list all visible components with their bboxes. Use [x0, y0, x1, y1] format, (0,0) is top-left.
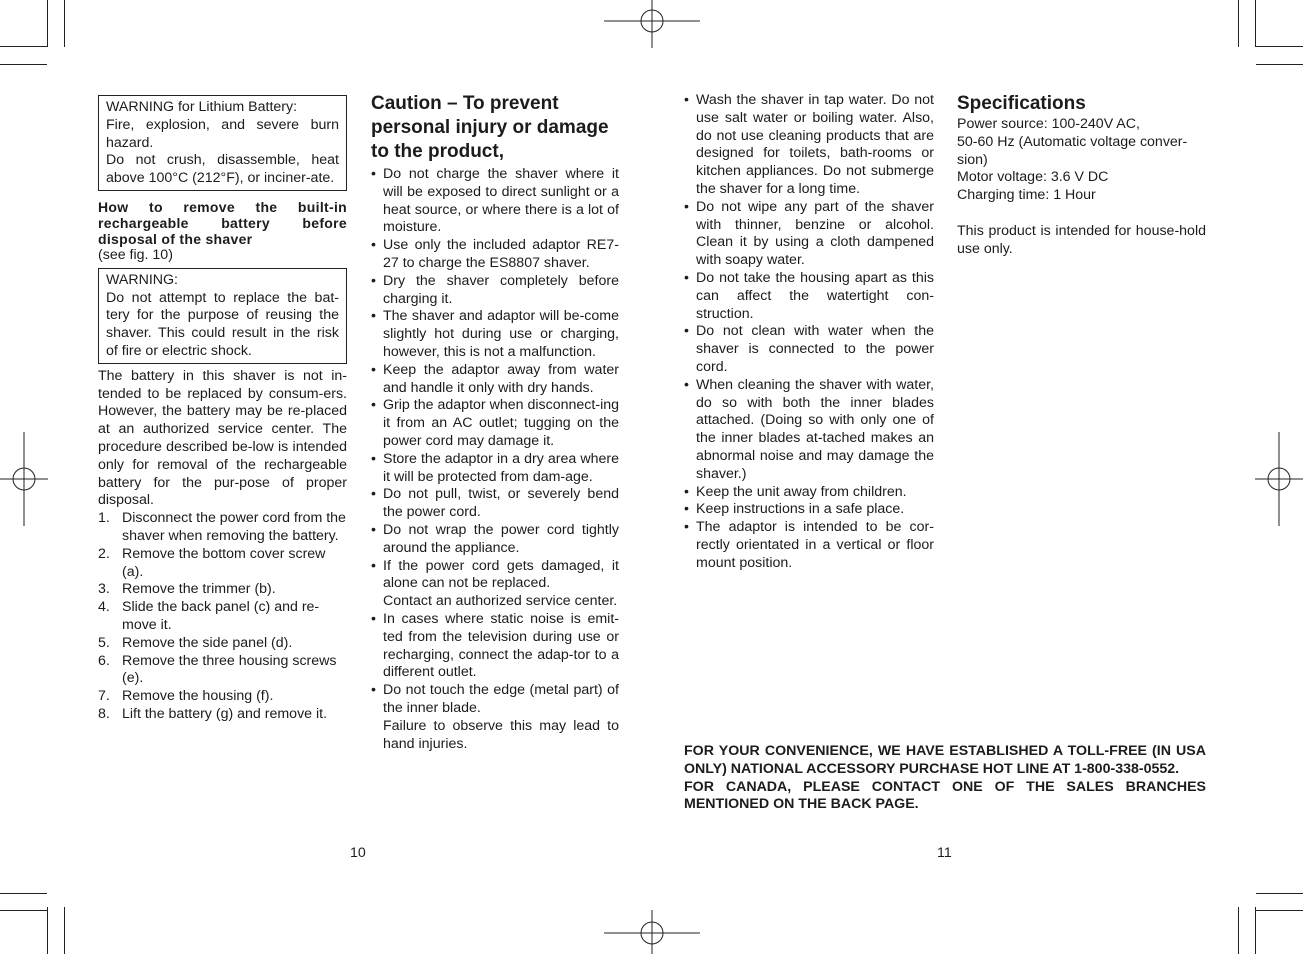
step-number: 7. [98, 688, 110, 705]
item-text: • If the power cord gets damaged, it alone can not be replaced. [383, 557, 619, 592]
hotline-text: FOR YOUR CONVENIENCE, WE HAVE ESTABLISHED A TOLL-FREE (IN USA ONLY) NATIONAL ACCESSORY PURCHASE HOT LINE AT 1-800-338-0552. [684, 743, 1206, 777]
canada-text: FOR CANADA, PLEASE CONTACT ONE OF THE SALES BRANCHES MENTIONED ON THE BACK PAGE. [684, 778, 1206, 813]
spec-line: 50-60 Hz (Automatic voltage conver-sion) [957, 133, 1188, 168]
step-number: 5. [98, 634, 110, 651]
list-item [98, 581, 347, 599]
item-text: Do not wrap the power cord tightly around the appliance. [383, 521, 619, 556]
item-text: Store the adaptor in a dry area where it will be protected from dam-age. [383, 450, 619, 485]
spec-line: Charging time: 1 Hour [957, 187, 1096, 204]
step-text: Remove the side panel (d). [122, 634, 293, 651]
list-item [371, 237, 619, 273]
list-item [371, 451, 619, 487]
list-item: • Do not take the housing apart as this can affect the watertight con-struction. [684, 270, 934, 323]
item-text: Use only the included adaptor RE7-27 to charge the ES8807 shaver. [383, 237, 619, 271]
list-item [371, 611, 619, 682]
see-figure-note: (see fig. 10) [98, 246, 173, 263]
warning-line: Do not crush, disassemble, heat above 100°C (212°F), or inciner-ate. [106, 152, 339, 187]
item-text: Contact an authorized service center. [383, 593, 618, 610]
list-item [371, 166, 619, 237]
list-item [98, 688, 347, 706]
step-text: Disconnect the power cord from the shaver when removing the battery. [122, 510, 346, 544]
item-text: The shaver and adaptor will be-come slightly hot during use or charging, however, this is not a malfunction. [383, 308, 619, 360]
removal-steps [98, 510, 347, 724]
household-note: This product is intended for house-hold use only. [957, 222, 1206, 257]
list-item [371, 486, 619, 522]
registration-mark-top [604, 0, 700, 48]
hotline-notice [684, 743, 1206, 814]
list-item: • Wash the shaver in tap water. Do not use salt water or boiling water. Also, do not use cleaning products that are designed for toilets, bath-rooms or kitchen appliances. Do not submerge the shaver for a long time. [684, 92, 934, 199]
warning-line: Fire, explosion, and severe burn hazard. [106, 116, 339, 151]
step-number: 3. [98, 581, 110, 598]
list-item [371, 558, 619, 611]
step-number: 1. [98, 510, 110, 527]
list-item: • The adaptor is intended to be cor-rectly orientated in a vertical or floor mount position. [684, 519, 934, 572]
item-text: Failure to observe this may lead to hand injuries. [383, 717, 619, 752]
caution-list [371, 166, 619, 753]
list-item [371, 522, 619, 558]
list-item: • Do not clean with water when the shaver is connected to the power cord. [684, 323, 934, 376]
left-column-2 [371, 92, 619, 753]
list-item [98, 653, 347, 689]
warning-title: WARNING for Lithium Battery: [106, 99, 298, 115]
step-text: Remove the three housing screws (e). [122, 652, 337, 687]
list-item: • When cleaning the shaver with water, do so with both the inner blades attached. (Doing so with only one of the inner blades at-tached makes an abnormal noise and may damage the shaver.) [684, 377, 934, 484]
item-text: Do not pull, twist, or severely bend the power cord. [383, 486, 619, 521]
step-text: Remove the housing (f). [122, 688, 274, 705]
step-number: 8. [98, 705, 110, 722]
replace-warning-box [98, 268, 347, 364]
item-text: • Do not touch the edge (metal part) of the inner blade. [383, 682, 619, 716]
page-number-right: 11 [937, 845, 952, 861]
item-text: Do not charge the shaver where it will be exposed to direct sunlight or a heat source, or where there is a lot of moisture. [383, 166, 619, 236]
step-text: Lift the battery (g) and remove it. [122, 705, 328, 722]
remove-battery-heading: How to remove the built-in rechargeable battery before disposal of the shaver [98, 198, 347, 247]
list-item [371, 397, 619, 450]
battery-paragraph: The battery in this shaver is not in-tended to be replaced by consum-ers. However, the battery may be re-placed at an authorized service center. The procedure described be-low is intended only for removal of the rechargeable battery for the pur-pose of proper disposal. [98, 367, 347, 509]
list-item [371, 273, 619, 309]
list-item [371, 308, 619, 361]
list-item: • Do not wipe any part of the shaver with thinner, benzine or alcohol. Clean it by using a cloth dampened with soapy water. [684, 199, 934, 270]
list-item [98, 546, 347, 582]
step-number: 4. [98, 599, 110, 616]
step-text: Slide the back panel (c) and re-move it. [122, 599, 320, 633]
step-number: 2. [98, 545, 110, 562]
warning-title: WARNING: [106, 271, 178, 288]
list-item [98, 706, 347, 724]
list-item [98, 599, 347, 635]
caution-heading: Caution – To prevent personal injury or damage to the product, [371, 93, 609, 162]
spec-line: Motor voltage: 3.6 V DC [957, 169, 1109, 186]
item-text: In cases where static noise is emit-ted from the television during use or recharging, connect the adap-tor to a different outlet. [383, 610, 619, 681]
specifications-list [957, 116, 1206, 205]
registration-mark-right [1255, 432, 1303, 526]
left-column-1 [98, 92, 347, 724]
step-text: Remove the trimmer (b). [122, 581, 276, 598]
list-item: • Keep instructions in a safe place. [684, 501, 934, 519]
item-text: Keep the adaptor away from water and handle it only with dry hands. [383, 361, 619, 396]
warning-line: Do not attempt to replace the bat-tery for the purpose of reusing the shaver. This could result in the risk of fire or electric shock. [106, 289, 339, 359]
right-column-2 [957, 92, 1206, 258]
page-number-left: 10 [350, 845, 366, 861]
right-column-1 [684, 92, 934, 573]
registration-mark-bottom [604, 910, 700, 954]
list-item [98, 635, 347, 653]
item-text: Dry the shaver completely before charging it. [383, 272, 619, 307]
care-list [684, 92, 934, 573]
step-text: Remove the bottom cover screw (a). [122, 545, 326, 580]
list-item [371, 682, 619, 753]
item-text: Grip the adaptor when disconnect-ing it from an AC outlet; tugging on the power cord may damage it. [383, 397, 619, 449]
lithium-warning-box [98, 95, 347, 191]
specifications-heading: Specifications [957, 93, 1086, 114]
registration-mark-left [0, 432, 48, 526]
list-item [98, 510, 347, 546]
step-number: 6. [98, 652, 110, 669]
list-item: • Keep the unit away from children. [684, 484, 934, 502]
list-item [371, 362, 619, 398]
spec-line: Power source: 100-240V AC, [957, 116, 1140, 132]
